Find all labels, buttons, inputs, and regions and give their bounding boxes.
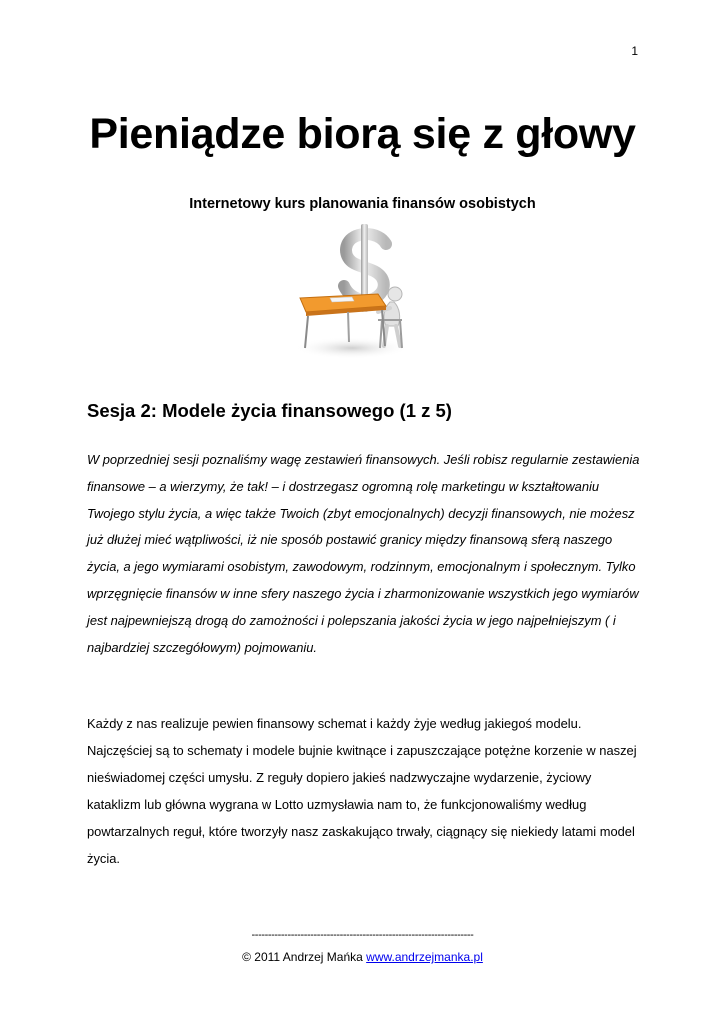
intro-paragraph: W poprzedniej sesji poznaliśmy wagę zestawień finansowych. Jeśli robisz regularnie zestawienia finansowe – a wierzymy, że tak! – i dostrzegasz ogromną rolę marketingu w kształtowaniu Twojego stylu życia, a więc także Twoich (zbyt emocjonalnych) decyzji finansowych, nie możesz już dłużej mieć wątpliwości, iż nie sposób postawić granicy między finansową sferą naszego życia, a jego wymiarami osobistym, zawodowym, rodzinnym, emocjonalnym i społecznym. Tylko wprzęgnięcie finansów w inne sfery naszego życia i zharmonizowanie wszystkich jego wymiarów jest najpewniejszą drogą do zamożności i polepszania jakości życia w jego najpełniejszym ( i najbardziej szczegółowym) pojmowaniu.: [87, 452, 640, 655]
footer-copyright: © 2011 Andrzej Mańka: [242, 950, 367, 964]
section-heading: Sesja 2: Modele życia finansowego (1 z 5): [87, 400, 452, 421]
footer: [0, 950, 725, 964]
footer-divider: --------------------------------------------------------------------: [251, 929, 474, 941]
dollar-desk-icon: [290, 222, 420, 362]
document-subtitle: Internetowy kurs planowania finansów osobistych: [189, 196, 536, 212]
document-title: Pieniądze biorą się z głowy: [89, 110, 636, 158]
footer-website-link[interactable]: www.andrzejmanka.pl: [366, 950, 483, 964]
page-number: 1: [631, 44, 638, 58]
body-paragraph: Każdy z nas realizuje pewien finansowy schemat i każdy żyje według jakiegoś modelu. Najczęściej są to schematy i modele bujnie kwitnące i zapuszczające potężne korzenie w naszej nieświadomej części umysłu. Z reguły dopiero jakieś nadzwyczajne wydarzenie, życiowy kataklizm lub główna wygrana w Lotto uzmysławia nam to, że funkcjonowaliśmy według powtarzalnych reguł, które tworzyły nasz zaskakująco trwały, ciągnący się niekiedy latami model życia.: [87, 716, 637, 866]
